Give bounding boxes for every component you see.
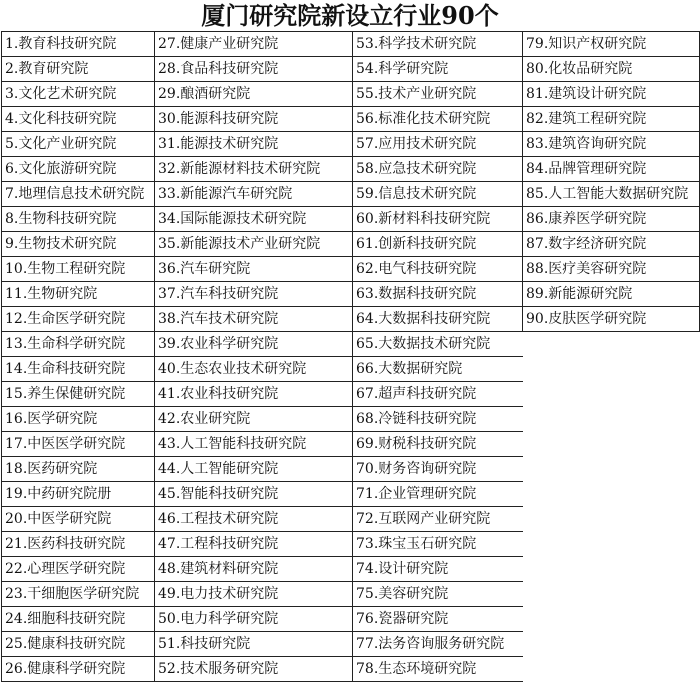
empty-cell bbox=[523, 532, 700, 557]
institute-cell: 11.生物研究院 bbox=[2, 282, 155, 307]
institute-cell: 58.应急技术研究院 bbox=[353, 157, 523, 182]
institute-cell: 82.建筑工程研究院 bbox=[523, 107, 700, 132]
institute-cell: 59.信息技术研究院 bbox=[353, 182, 523, 207]
institute-cell: 31.能源技术研究院 bbox=[155, 132, 353, 157]
empty-cell bbox=[523, 657, 700, 682]
institute-cell: 64.大数据科技研究院 bbox=[353, 307, 523, 332]
table-row bbox=[2, 157, 700, 182]
table-row bbox=[2, 332, 700, 357]
institute-cell: 45.智能科技研究院 bbox=[155, 482, 353, 507]
table-row bbox=[2, 457, 700, 482]
table-row bbox=[2, 657, 700, 682]
institute-cell: 6.文化旅游研究院 bbox=[2, 157, 155, 182]
table-row bbox=[2, 107, 700, 132]
institute-cell: 37.汽车科技研究院 bbox=[155, 282, 353, 307]
institute-cell: 79.知识产权研究院 bbox=[523, 32, 700, 57]
empty-cell bbox=[523, 507, 700, 532]
institute-cell: 12.生命医学研究院 bbox=[2, 307, 155, 332]
empty-cell bbox=[523, 557, 700, 582]
institute-cell: 57.应用技术研究院 bbox=[353, 132, 523, 157]
table-row bbox=[2, 582, 700, 607]
institute-table bbox=[1, 31, 700, 682]
institute-cell: 68.冷链科技研究院 bbox=[353, 407, 523, 432]
institute-cell: 53.科学技术研究院 bbox=[353, 32, 523, 57]
empty-cell bbox=[523, 332, 700, 357]
institute-cell: 32.新能源材料技术研究院 bbox=[155, 157, 353, 182]
institute-cell: 16.医学研究院 bbox=[2, 407, 155, 432]
institute-cell: 80.化妆品研究院 bbox=[523, 57, 700, 82]
institute-cell: 21.医药科技研究院 bbox=[2, 532, 155, 557]
institute-cell: 66.大数据研究院 bbox=[353, 357, 523, 382]
institute-cell: 72.互联网产业研究院 bbox=[353, 507, 523, 532]
institute-cell: 8.生物科技研究院 bbox=[2, 207, 155, 232]
institute-cell: 41.农业科技研究院 bbox=[155, 382, 353, 407]
institute-cell: 76.瓷器研究院 bbox=[353, 607, 523, 632]
institute-cell: 71.企业管理研究院 bbox=[353, 482, 523, 507]
institute-cell: 52.技术服务研究院 bbox=[155, 657, 353, 682]
institute-cell: 25.健康科技研究院 bbox=[2, 632, 155, 657]
table-row bbox=[2, 282, 700, 307]
institute-cell: 29.酿酒研究院 bbox=[155, 82, 353, 107]
institute-cell: 49.电力技术研究院 bbox=[155, 582, 353, 607]
institute-cell: 77.法务咨询服务研究院 bbox=[353, 632, 523, 657]
institute-cell: 63.数据科技研究院 bbox=[353, 282, 523, 307]
institute-cell: 73.珠宝玉石研究院 bbox=[353, 532, 523, 557]
table-row bbox=[2, 307, 700, 332]
institute-cell: 40.生态农业技术研究院 bbox=[155, 357, 353, 382]
institute-cell: 44.人工智能研究院 bbox=[155, 457, 353, 482]
institute-cell: 27.健康产业研究院 bbox=[155, 32, 353, 57]
table-row bbox=[2, 257, 700, 282]
institute-cell: 2.教育研究院 bbox=[2, 57, 155, 82]
institute-cell: 86.康养医学研究院 bbox=[523, 207, 700, 232]
institute-cell: 26.健康科学研究院 bbox=[2, 657, 155, 682]
institute-cell: 10.生物工程研究院 bbox=[2, 257, 155, 282]
institute-cell: 50.电力科学研究院 bbox=[155, 607, 353, 632]
empty-cell bbox=[523, 432, 700, 457]
table-row bbox=[2, 407, 700, 432]
table-row bbox=[2, 482, 700, 507]
institute-cell: 36.汽车研究院 bbox=[155, 257, 353, 282]
empty-cell bbox=[523, 632, 700, 657]
table-row bbox=[2, 207, 700, 232]
institute-cell: 61.创新科技研究院 bbox=[353, 232, 523, 257]
institute-cell: 87.数字经济研究院 bbox=[523, 232, 700, 257]
institute-cell: 24.细胞科技研究院 bbox=[2, 607, 155, 632]
institute-cell: 89.新能源研究院 bbox=[523, 282, 700, 307]
institute-cell: 55.技术产业研究院 bbox=[353, 82, 523, 107]
empty-cell bbox=[523, 482, 700, 507]
institute-cell: 78.生态环境研究院 bbox=[353, 657, 523, 682]
table-row bbox=[2, 382, 700, 407]
institute-cell: 20.中医学研究院 bbox=[2, 507, 155, 532]
institute-cell: 46.工程技术研究院 bbox=[155, 507, 353, 532]
empty-cell bbox=[523, 382, 700, 407]
institute-cell: 70.财务咨询研究院 bbox=[353, 457, 523, 482]
table-row bbox=[2, 532, 700, 557]
institute-cell: 13.生命科学研究院 bbox=[2, 332, 155, 357]
institute-cell: 34.国际能源技术研究院 bbox=[155, 207, 353, 232]
table-row bbox=[2, 82, 700, 107]
institute-cell: 74.设计研究院 bbox=[353, 557, 523, 582]
table-row bbox=[2, 632, 700, 657]
empty-cell bbox=[523, 407, 700, 432]
institute-cell: 9.生物技术研究院 bbox=[2, 232, 155, 257]
table-row bbox=[2, 432, 700, 457]
institute-cell: 23.干细胞医学研究院 bbox=[2, 582, 155, 607]
institute-cell: 43.人工智能科技研究院 bbox=[155, 432, 353, 457]
institute-cell: 69.财税科技研究院 bbox=[353, 432, 523, 457]
table-row bbox=[2, 32, 700, 57]
institute-cell: 30.能源科技研究院 bbox=[155, 107, 353, 132]
institute-cell: 75.美容研究院 bbox=[353, 582, 523, 607]
institute-cell: 19.中药研究院册 bbox=[2, 482, 155, 507]
institute-cell: 81.建筑设计研究院 bbox=[523, 82, 700, 107]
table-row bbox=[2, 57, 700, 82]
institute-cell: 84.品牌管理研究院 bbox=[523, 157, 700, 182]
institute-cell: 4.文化科技研究院 bbox=[2, 107, 155, 132]
institute-cell: 5.文化产业研究院 bbox=[2, 132, 155, 157]
institute-cell: 67.超声科技研究院 bbox=[353, 382, 523, 407]
institute-cell: 3.文化艺术研究院 bbox=[2, 82, 155, 107]
institute-table-body bbox=[2, 32, 700, 682]
institute-cell: 88.医疗美容研究院 bbox=[523, 257, 700, 282]
table-row bbox=[2, 357, 700, 382]
institute-cell: 48.建筑材料研究院 bbox=[155, 557, 353, 582]
institute-cell: 60.新材料科技研究院 bbox=[353, 207, 523, 232]
institute-cell: 17.中医医学研究院 bbox=[2, 432, 155, 457]
institute-cell: 56.标准化技术研究院 bbox=[353, 107, 523, 132]
institute-cell: 33.新能源汽车研究院 bbox=[155, 182, 353, 207]
table-row bbox=[2, 182, 700, 207]
institute-cell: 85.人工智能大数据研究院 bbox=[523, 182, 700, 207]
table-row bbox=[2, 232, 700, 257]
institute-cell: 42.农业研究院 bbox=[155, 407, 353, 432]
table-row bbox=[2, 607, 700, 632]
table-row bbox=[2, 557, 700, 582]
institute-cell: 22.心理医学研究院 bbox=[2, 557, 155, 582]
institute-cell: 1.教育科技研究院 bbox=[2, 32, 155, 57]
institute-cell: 54.科学研究院 bbox=[353, 57, 523, 82]
empty-cell bbox=[523, 457, 700, 482]
institute-cell: 62.电气科技研究院 bbox=[353, 257, 523, 282]
table-row bbox=[2, 132, 700, 157]
institute-cell: 14.生命科技研究院 bbox=[2, 357, 155, 382]
institute-cell: 38.汽车技术研究院 bbox=[155, 307, 353, 332]
institute-cell: 18.医药研究院 bbox=[2, 457, 155, 482]
institute-cell: 39.农业科学研究院 bbox=[155, 332, 353, 357]
empty-cell bbox=[523, 357, 700, 382]
institute-cell: 35.新能源技术产业研究院 bbox=[155, 232, 353, 257]
institute-cell: 90.皮肤医学研究院 bbox=[523, 307, 700, 332]
empty-cell bbox=[523, 582, 700, 607]
institute-cell: 65.大数据技术研究院 bbox=[353, 332, 523, 357]
institute-cell: 28.食品科技研究院 bbox=[155, 57, 353, 82]
empty-cell bbox=[523, 607, 700, 632]
table-row bbox=[2, 507, 700, 532]
institute-cell: 15.养生保健研究院 bbox=[2, 382, 155, 407]
institute-cell: 83.建筑咨询研究院 bbox=[523, 132, 700, 157]
institute-cell: 7.地理信息技术研究院 bbox=[2, 182, 155, 207]
institute-cell: 51.科技研究院 bbox=[155, 632, 353, 657]
institute-cell: 47.工程科技研究院 bbox=[155, 532, 353, 557]
page-title: 厦门研究院新设立行业90个 bbox=[201, 1, 499, 30]
